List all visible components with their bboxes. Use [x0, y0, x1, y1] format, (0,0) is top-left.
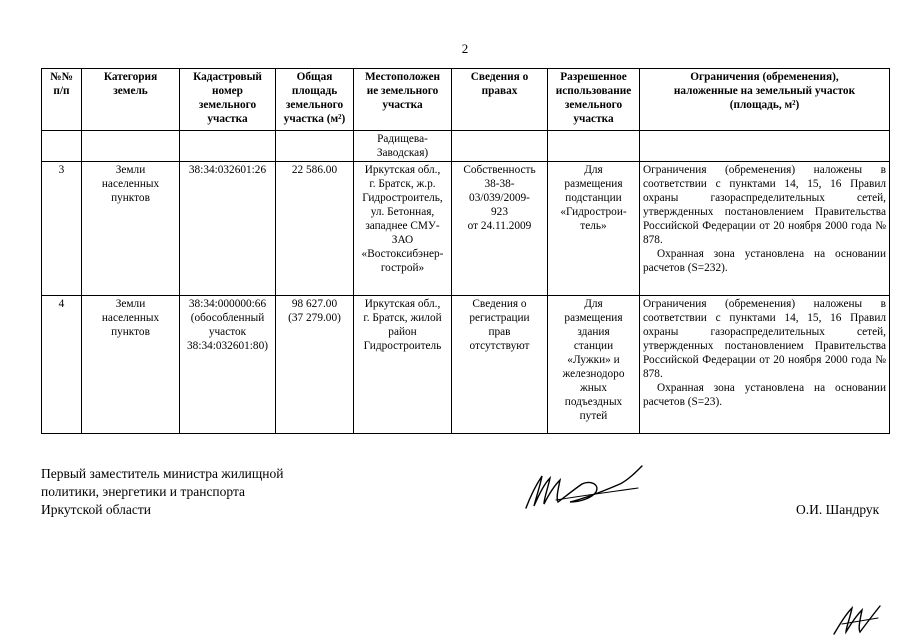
header-limitations: Ограничения (обременения), наложенные на земельный участок (площадь, м²): [640, 69, 890, 131]
limitation-paragraph: Ограничения (обременения) наложены в соответствии с пунктами 14, 15, 16 Правил охраны газораспределительных сетей, утвержденных постановлением Правительства Российской Федерации от 20 ноября 2000 года № 878.: [643, 164, 886, 246]
cell-limitations: [640, 162, 890, 296]
table-row-continuation: [42, 131, 890, 162]
cell-location: Радищева- Заводская): [354, 131, 452, 162]
cell-category: [82, 131, 180, 162]
cell-location: Иркутская обл., г. Братск, жилой район Гидростроитель: [354, 296, 452, 434]
page-number: 2: [461, 41, 469, 56]
cell-area: [276, 131, 354, 162]
limitation-paragraph: Ограничения (обременения) наложены в соответствии с пунктами 14, 15, 16 Правил охраны газораспределительных сетей, утвержденных постановлением Правительства Российской Федерации от 20 ноября 2000 года № 878.: [643, 298, 886, 380]
header-category: Категория земель: [82, 69, 180, 131]
limitation-paragraph: Охранная зона установлена на основании расчетов (S=232).: [643, 248, 886, 274]
handwritten-signature: [520, 462, 660, 514]
cell-number: 4: [42, 296, 82, 434]
cell-cadastral: [180, 131, 276, 162]
cell-cadastral: 38:34:000000:66 (обособленный участок 38:34:032601:80): [180, 296, 276, 434]
cell-category: Земли населенных пунктов: [82, 296, 180, 434]
handwritten-initials: [828, 600, 888, 638]
header-rights: Сведения о правах: [452, 69, 548, 131]
table-row: [42, 296, 890, 434]
cell-usage: Для размещения здания станции «Лужки» и железнодоро жных подъездных путей: [548, 296, 640, 434]
header-area: Общая площадь земельного участка (м²): [276, 69, 354, 131]
cell-usage: Для размещения подстанции «Гидрострои- тель»: [548, 162, 640, 296]
cell-rights: Сведения о регистрации прав отсутствуют: [452, 296, 548, 434]
cell-limitations: [640, 131, 890, 162]
table-header-row: [42, 69, 890, 131]
cell-limitations: [640, 296, 890, 434]
cell-cadastral: 38:34:032601:26: [180, 162, 276, 296]
header-location: Местоположен ие земельного участка: [354, 69, 452, 131]
cell-number: [42, 131, 82, 162]
limitation-paragraph: Охранная зона установлена на основании расчетов (S=23).: [643, 382, 886, 408]
cell-rights: Собственность 38-38- 03/039/2009- 923 от 24.11.2009: [452, 162, 548, 296]
signatory-name: О.И. Шандрук: [796, 502, 880, 517]
signatory-position-line2: политики, энергетики и транспорта: [41, 484, 246, 499]
cell-area: 98 627.00 (37 279.00): [276, 296, 354, 434]
cell-number: 3: [42, 162, 82, 296]
header-cadastral: Кадастровый номер земельного участка: [180, 69, 276, 131]
table-row: [42, 162, 890, 296]
signatory-position-line3: Иркутской области: [41, 502, 152, 517]
cell-rights: [452, 131, 548, 162]
cell-location: Иркутская обл., г. Братск, ж.р. Гидростроитель, ул. Бетонная, западнее СМУ- ЗАО «Востоксибэнер- гострой»: [354, 162, 452, 296]
land-plots-table: [41, 68, 890, 434]
header-usage: Разрешенное использование земельного участка: [548, 69, 640, 131]
signatory-position-line1: Первый заместитель министра жилищной: [41, 466, 284, 481]
header-number: №№ п/п: [42, 69, 82, 131]
cell-area: 22 586.00: [276, 162, 354, 296]
cell-category: Земли населенных пунктов: [82, 162, 180, 296]
cell-usage: [548, 131, 640, 162]
